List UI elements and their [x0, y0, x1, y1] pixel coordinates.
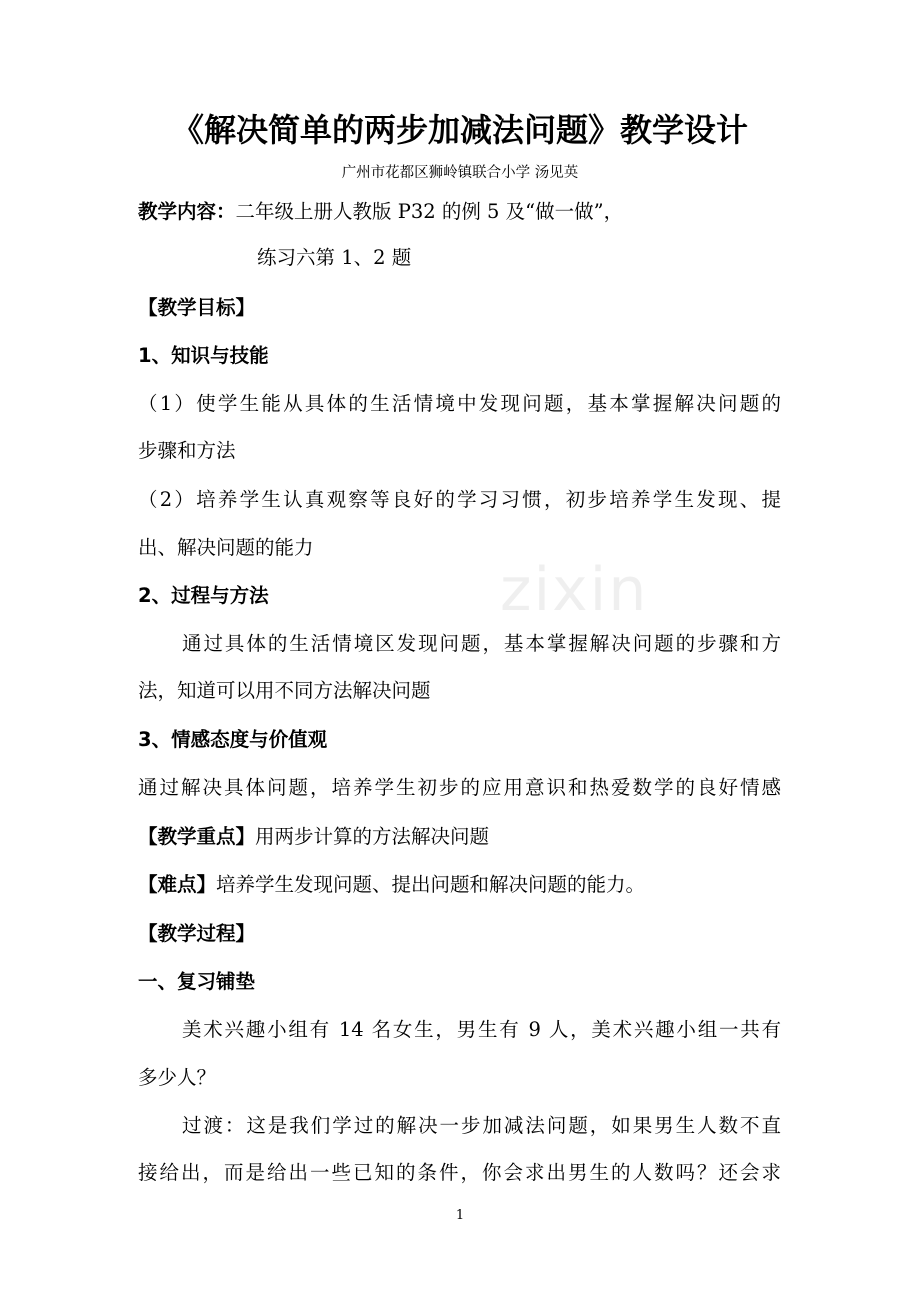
teaching-content-label: 教学内容： [138, 200, 236, 223]
section-1-paragraph-2-line-2: 出、解决问题的能力 [138, 536, 314, 559]
section-3-heading: 3、情感态度与价值观 [138, 728, 328, 751]
part-1-paragraph-1-line-2: 多少人？ [138, 1066, 217, 1089]
teaching-content-line [138, 198, 623, 226]
key-point-label: 【教学重点】 [138, 825, 256, 848]
part-1-paragraph-2-line-2: 接给出，而是给出一些已知的条件，你会求出男生的人数吗？还会求 [138, 1161, 781, 1184]
difficulty-label: 【难点】 [138, 873, 217, 896]
section-2-heading: 2、过程与方法 [138, 584, 269, 607]
section-2-paragraph-line-2: 法，知道可以用不同方法解决问题 [138, 679, 431, 702]
section-1-paragraph-1-line-1: （1）使学生能从具体的生活情境中发现问题，基本掌握解决问题的 [138, 392, 781, 415]
key-point-line [138, 823, 489, 851]
watermark: zixin [500, 555, 649, 625]
section-3-paragraph: 通过解决具体问题，培养学生初步的应用意识和热爱数学的良好情感 [138, 776, 781, 799]
key-point-text: 用两步计算的方法解决问题 [255, 825, 490, 848]
teaching-content-text: 二年级上册人教版 P32 的例 5 及“做一做”， [235, 200, 624, 223]
teaching-content-text-2: 练习六第 1、2 题 [257, 246, 412, 269]
goals-heading: 【教学目标】 [138, 296, 256, 319]
document-title: 《解决简单的两步加减法问题》教学设计 [171, 111, 748, 149]
part-1-heading: 一、复习铺垫 [138, 970, 256, 993]
author-line: 广州市花都区狮岭镇联合小学 汤见英 [341, 165, 579, 181]
process-heading: 【教学过程】 [138, 922, 256, 945]
page-number: 1 [455, 1208, 465, 1223]
difficulty-text: 培养学生发现问题、提出问题和解决问题的能力。 [216, 873, 646, 896]
section-1-heading: 1、知识与技能 [138, 344, 269, 367]
part-1-paragraph-1-line-1: 美术兴趣小组有 14 名女生，男生有 9 人，美术兴趣小组一共有 [182, 1018, 781, 1041]
difficulty-line [138, 871, 645, 899]
section-2-paragraph-line-1: 通过具体的生活情境区发现问题，基本掌握解决问题的步骤和方 [182, 632, 781, 655]
section-1-paragraph-1-line-2: 步骤和方法 [138, 439, 236, 462]
part-1-paragraph-2-line-1: 过渡：这是我们学过的解决一步加减法问题，如果男生人数不直 [182, 1114, 781, 1137]
section-1-paragraph-2-line-1: （2）培养学生认真观察等良好的学习习惯，初步培养学生发现、提 [138, 488, 781, 511]
